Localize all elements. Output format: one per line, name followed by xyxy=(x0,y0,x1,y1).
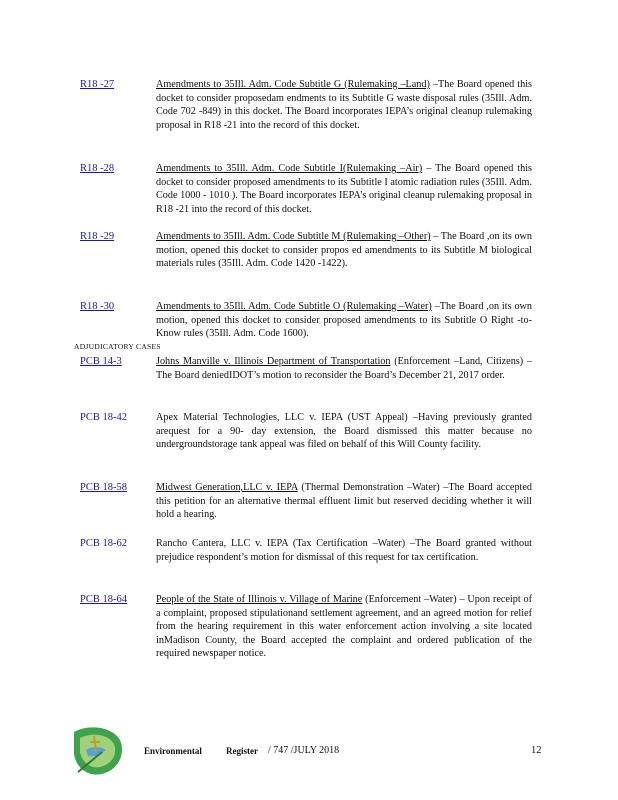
case-description xyxy=(156,355,532,382)
docket-title: Amendments to 35Ill. Adm. Code Subtitle O (Rulemaking –Water) xyxy=(156,301,432,312)
docket-description xyxy=(156,300,532,341)
case-entry-pcb-14-3 xyxy=(80,355,535,397)
docket-description xyxy=(156,78,532,132)
case-title: Johns Manville v. Illinois Department of Transportation xyxy=(156,356,391,367)
docket-entry-r18-29 xyxy=(80,230,535,286)
docket-text: – The Board ,on its own motion, opened this docket to consider propos ed amendments to its Subtitle M biological materials rules (35Ill. Adm. Code 1420 -1422). xyxy=(156,231,532,269)
case-link[interactable]: PCB 18-58 xyxy=(80,482,127,493)
case-link[interactable]: PCB 18-64 xyxy=(80,594,127,605)
docket-link[interactable]: R18 -27 xyxy=(80,79,115,90)
section-heading: ADJUDICATORY CASES xyxy=(74,342,161,351)
case-entry-pcb-18-64 xyxy=(80,593,535,677)
leaf-logo-icon xyxy=(68,722,128,778)
case-link[interactable]: PCB 14-3 xyxy=(80,356,122,367)
case-title: People of the State of Illinois v. Village of Marine xyxy=(156,594,363,605)
case-title: Midwest Generation,LLC v. IEPA xyxy=(156,482,298,493)
docket-description xyxy=(156,162,532,216)
docket-link[interactable]: R18 -28 xyxy=(80,163,115,174)
case-description xyxy=(156,411,532,452)
page-footer xyxy=(0,720,618,800)
footer-register: Register xyxy=(226,746,258,756)
case-text: Apex Material Technologies, LLC v. IEPA (UST Appeal) –Having previously granted arequest for a 90- day extension, the Board dismissed this matter because no undergroundstorage tank appeal was filed on behalf of this Will County facility. xyxy=(156,412,532,450)
case-text: (Enforcement –Water) – Upon receipt of a complaint, proposed stipulationand settlement agreement, and an agreed motion for relief from the hearing requirement in this water enforcement action involving a site located inMadison County, the Board accepted the complaint and ordered publication of the required newspaper notice. xyxy=(156,594,533,659)
docket-entry-r18-28 xyxy=(80,162,535,218)
case-description xyxy=(156,481,532,522)
case-description xyxy=(156,593,532,661)
page-number: 12 xyxy=(531,745,542,756)
docket-title: Amendments to 35Ill. Adm. Code Subtitle I(Rulemaking –Air) xyxy=(156,163,423,174)
case-entry-pcb-18-42 xyxy=(80,411,535,467)
docket-title: Amendments to 35Ill. Adm. Code Subtitle G (Rulemaking –Land) xyxy=(156,79,430,90)
case-text: (Enforcement –Land, Citizens) –The Board deniedIDOT’s motion to reconsider the Board’s December 21, 2017 order. xyxy=(156,356,533,381)
case-entry-pcb-18-58 xyxy=(80,481,535,523)
docket-text: – The Board opened this docket to consider proposed amendments to its Subtitle I atomic radiation rules (35Ill. Adm. Code 1000 - 1010 ). The Board incorporates IEPA’s original cleanup rulemaking proposal in R18 -21 into the record of this docket. xyxy=(156,163,533,215)
footer-issue: / 747 /JULY 2018 xyxy=(268,745,340,756)
case-entry-pcb-18-62 xyxy=(80,537,535,579)
case-text: (Thermal Demonstration –Water) –The Board accepted this petition for an alternative thermal effluent limit but reserved deciding whether it will hold a hearing. xyxy=(156,482,532,520)
docket-text: –The Board opened this docket to consider proposedam endments to its Subtitle G waste disposal rules (35Ill. Adm. Code 702 -849) in this docket. The Board incorporates IEPA’s original cleanup rulemaking proposal in R18 -21 into the record of this docket. xyxy=(156,79,533,131)
docket-link[interactable]: R18 -29 xyxy=(80,231,115,242)
case-number: PCB 18-42 xyxy=(80,412,127,423)
case-text: Rancho Cantera, LLC v. IEPA (Tax Certification –Water) –The Board granted without prejudice respondent’s motion for dismissal of this request for tax certification. xyxy=(156,538,532,563)
docket-entry-r18-27 xyxy=(80,78,535,148)
footer-publication: Environmental xyxy=(144,746,202,756)
docket-entry-r18-30 xyxy=(80,300,535,342)
docket-text: –The Board ,on its own motion, opened this docket to consider proposed amendments to its Subtitle O Right -to-Know rules (35Ill. Adm. Code 1600). xyxy=(156,301,532,339)
docket-title: Amendments to 35Ill. Adm. Code Subtitle M (Rulemaking –Other) xyxy=(156,231,431,242)
case-number: PCB 18-62 xyxy=(80,538,127,549)
case-description xyxy=(156,537,532,564)
docket-link[interactable]: R18 -30 xyxy=(80,301,115,312)
docket-description xyxy=(156,230,532,271)
